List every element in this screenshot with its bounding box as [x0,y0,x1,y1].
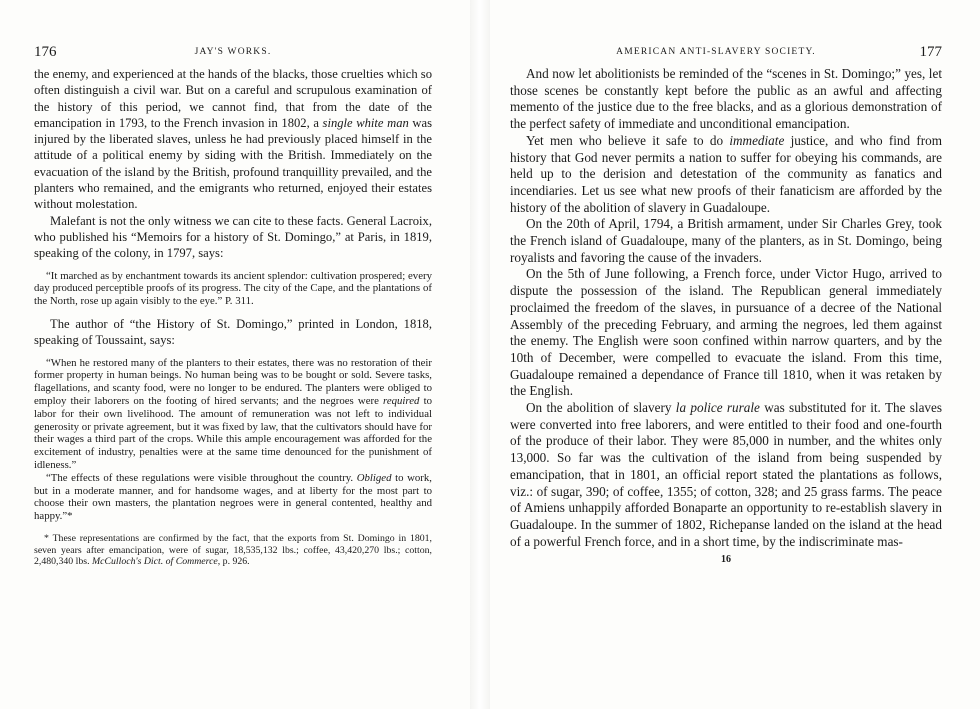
left-paragraph-3: The author of “the History of St. Domingo,” printed in London, 1818, speaking of Toussaint, says: [34,316,432,348]
left-page [0,0,470,709]
footnote-text: * These representations are confirmed by the fact, that the exports from St. Domingo in 1801, seven years after emancipation, were of sugar, 18,535,132 lbs.; coffee, 43,420,270 lbs.; cotton, 2,480,340 lbs. McCulloch's Dict. of Commerce, p. 926. [34,532,432,568]
left-body [34,66,432,262]
right-paragraph-4: On the 5th of June following, a French force, under Victor Hugo, arrived to dispute the possession of the island. The Republican general immediately proclaimed the freedom of the slaves, in pursuance of a decree of the National Assembly of the preceding February, and arming the negroes, led them against the enemy. The English were soon confined within narrow quarters, and by the 10th of December, were compelled to evacuate the island. From this time, Guadaloupe remained a dependance of France till 1810, when it was retaken by the English. [510,266,942,399]
left-page-number: 176 [34,44,57,60]
footnote-citation: McCulloch's Dict. of Commerce [91,556,218,568]
right-page [490,0,980,709]
emphasis-single-white-man: single white man [322,115,409,130]
lacroix-quote-text: “It marched as by enchantment towards its ancient splendor: cultivation prospered; every day produced perceptible proofs of its progress. The city of the Cape, and the plantations of the North, rose up again visibly to the eye.” P. 311. [34,269,432,308]
left-paragraph-1: the enemy, and experienced at the hands of the blacks, those cruelties which so often distinguish a civil war. But on a careful and scrupulous examination of the history of this period, we cannot find, that from the date of the emancipation in 1793, to the French invasion in 1802, a single white man was injured by the liberated slaves, unless he had previously placed himself in the attitude of a political enemy by siding with the British. Immediately on the evacuation of the island by the British, profound tranquillity prevailed, and the planters who remained, and the emigrants who returned, enjoyed their estates without molestation. [34,67,432,212]
right-paragraph-5: On the abolition of slavery la police rurale was substituted for it. The slaves were converted into free laborers, and were entitled to their food and one-fourth of the produce of their labor. They were 85,000 in number, and the whites only 13,000. So far was the cultivation of the island from being suspended by emancipation, that in 1801, an official report stated the plantations as follows, viz.: of sugar, 390; of coffee, 1355; of cotton, 328; and 25 grass farms. The peace of Amiens unhappily afforded Bonaparte an opportunity to re-establish slavery in Guadaloupe. In the summer of 1802, Richepanse landed on the island at the head of a powerful French force, and in a short time, by the indiscriminate mas- [510,400,942,549]
history-quote-para-1: “When he restored many of the planters to their estates, there was no restoration of their former property in human beings. No human being was to be bought or sold. Severe tasks, flagellations, and scanty food, were no longer to be endured. The planters were obliged to employ their laborers on the footing of hired servants; and the negroes were required to labor for their own livelihood. The amount of remuneration was not left to individual generosity or private agreement, but it was fixed by law, that the cultivators should have for their wages a third part of the crops. While this ample encouragement was afforded for the excitement of industry, penalties were at the same time denounced for the punishment of idleness.” [34,356,432,471]
emphasis-immediate: immediate [729,132,785,148]
left-running-head [34,44,432,66]
history-quote-para-2: “The effects of these regulations were visible throughout the country. Obliged to work, but in a moderate manner, and for handsome wages, and at liberty for the most part to choose their own masters, the plantation negroes were in general contented, healthy and happy.”* [34,471,433,523]
emphasis-la-police-rurale: la police rurale [675,400,760,416]
right-paragraph-2: Yet men who believe it safe to do immediate justice, and who find from history that God never permits a nation to suffer for obeying his commands, are held up to the derision and detestation of the community as fanatics and incendiaries. Let us see what new proofs of their fanaticism are afforded by the history of the abolition of slavery in Guadaloupe. [510,132,942,215]
emphasis-required: required [383,394,420,407]
right-running-title: AMERICAN ANTI-SLAVERY SOCIETY. [616,47,816,57]
history-quote [34,357,432,523]
right-running-head [510,44,942,66]
left-running-title: JAY'S WORKS. [194,47,272,57]
book-gutter [470,0,490,709]
right-body [510,66,942,550]
right-paragraph-3: On the 20th of April, 1794, a British armament, under Sir Charles Grey, took the French island of Guadaloupe, many of the planters, as in St. Domingo, being royalists and favoring the cause of the invaders. [510,216,942,265]
footnote [34,533,432,568]
right-paragraph-1: And now let abolitionists be reminded of the “scenes in St. Domingo;” yes, let those scenes be constantly kept before the public as an awful and affecting memento of the justice due to the free blacks, and as a glorious demonstration of the perfect safety of immediate and unconditional emancipation. [510,66,942,132]
left-paragraph-2: Malefant is not the only witness we can cite to these facts. General Lacroix, who published his “Memoirs for a history of St. Domingo,” at Paris, in 1819, speaking of the colony, in 1797, says: [34,213,432,261]
lacroix-quote [34,270,432,308]
right-page-number: 177 [919,44,942,60]
signature-mark: 16 [721,554,731,566]
left-body-2 [34,316,432,349]
emphasis-obliged: Obliged [356,471,392,484]
